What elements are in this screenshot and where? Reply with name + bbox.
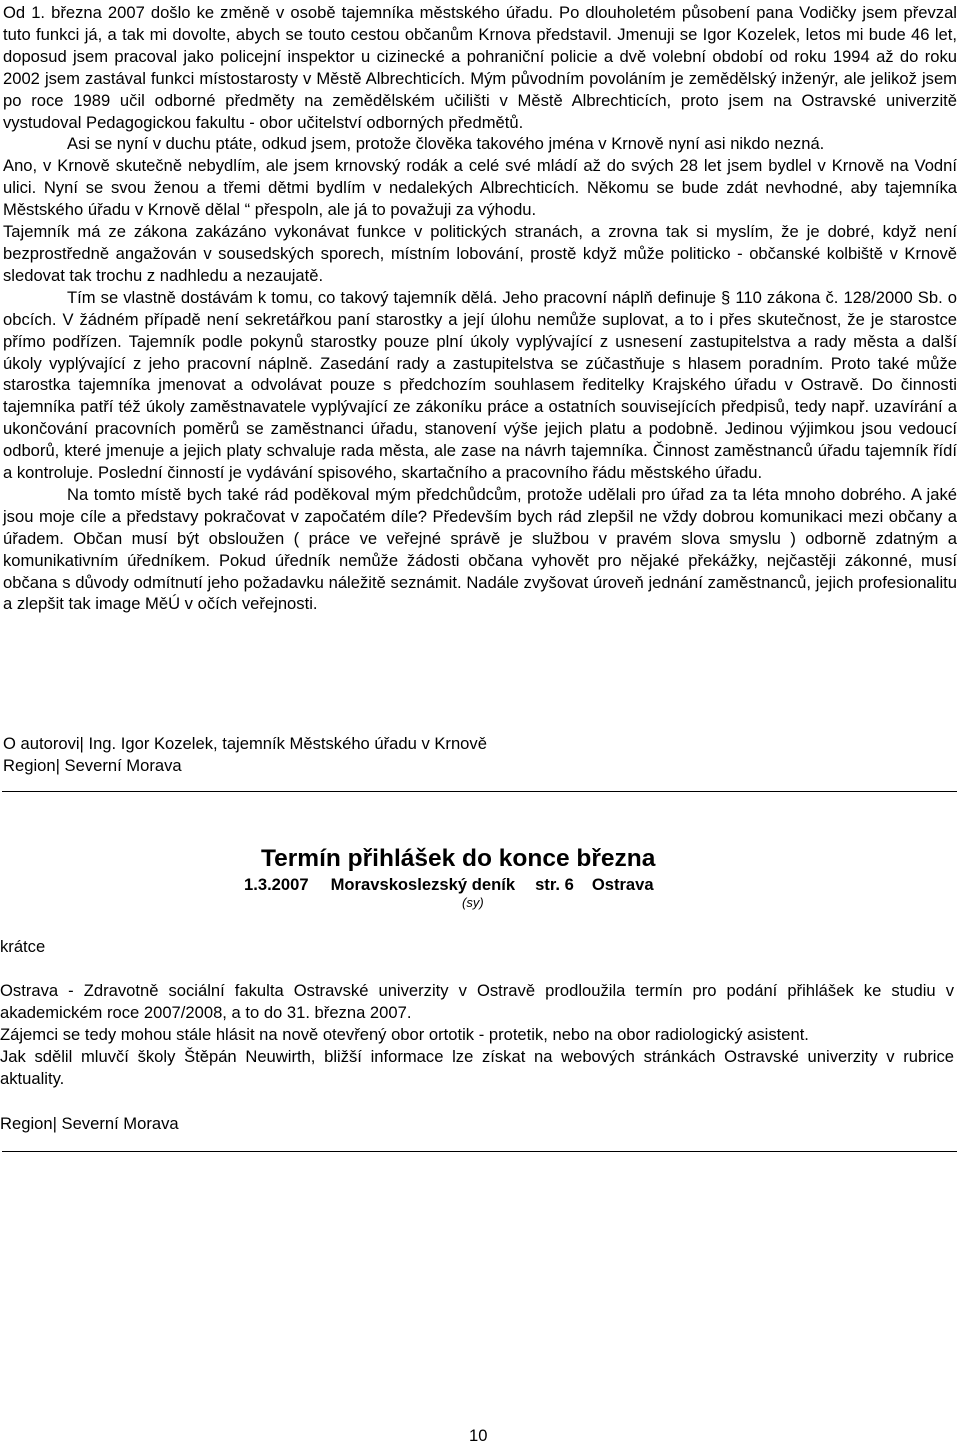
paragraph-residence: Ano, v Krnově skutečně nebydlím, ale jsem krnovský rodák a celé své mládí až do svých 28 let jsem bydlel v Krnově na Vodní ulici. Nyní se svou ženou a třemi dětmi bydlím v nedalekých Albrechticích. Někomu se bude zdát nevhodné, aby tajemníka Městského úřadu v Krnově dělal “ přespoln, ale já to považuji za výhodu. [3,156,957,220]
rubric-label: krátce [0,937,46,956]
paragraph-duties: Tím se vlastně dostávám k tomu, co takový tajemník dělá. Jeho pracovní náplň definuje § 110 zákona č. 128/2000 Sb. o obcích. V žádném případě není sekretářkou paní starostky a její úlohu nemůže suplovat, a to i přes skutečnost, že je starostce přímo podřízen. Tajemník podle pokynů starostky pouze plní úkoly vyplývající z usnesení zastupitelstva a rady města a další úkoly vyplývající z jeho pracovní náplně. Zasedání rady a zastupitelstva se zúčastňuje s hlasem poradním. Proto také může starostka tajemníka jmenovat a odvolávat pouze s předchozím souhlasem ředitelky Krajského úřadu v Ostravě. Do činnosti tajemníka patří též úkoly zaměstnavatele vyplývající ze zákoníku práce a ostatních souvisejících předpisů, tedy např. uzavírání a ukončování pracovních poměrů se zaměstnanci úřadu, stanovení výše jejich platu a podobně. Jedinou výjimkou jsou vedoucí odborů, které jmenuje a jejich platy schvaluje rada města, ale zase na návrh tajemníka. Činnost zaměstnanců úřadu tajemník řídí a kontroluje. Poslední činností je vydávání spisového, skartačního a pracovního řádu městského úřadu. [3,287,957,483]
source-newspaper: Moravskoslezský deník [330,875,516,894]
section-divider [2,791,957,792]
source-page: str. 6 [535,875,574,894]
author-block [3,733,957,777]
paragraph-information: Jak sdělil mluvčí školy Štěpán Neuwirth, bližší informace lze získat na webových stránkách Ostravské univerzity v rubrice aktuality. [0,1046,954,1088]
region-line-2: Region| Severní Morava [0,1114,179,1133]
page-number: 10 [469,1426,488,1445]
paragraph-origin-question: Asi se nyní v duchu ptáte, odkud jsem, protože člověka takového jména v Krnově nyní asi nikdo nezná. [67,134,825,154]
paragraph-goals: Na tomto místě bych také rád poděkoval mým předchůdcům, protože udělali pro úřad za ta léta mnoho dobrého. A jaké jsou moje cíle a představy pokračovat v započatém díle? Především bych rád zlepšil ne vždy dobrou komunikaci mezi občany a úřadem. Občan musí být obsloužen ( práce ve veřejné správě je službou v pravém slova smyslu ) odborně zdatným a komunikativním úředníkem. Pokud úředník nemůže žádosti občana vyhovět pro nějaké překážky, nejčastěji zákonné, musí občana s důvody odmítnutí jeho požadavku náležitě seznámit. Nadále zvyšovat úroveň jednání zaměstnanců, jejich profesionalitu a zlepšit tak image MěÚ v očích veřejnosti. [3,484,957,614]
region-line: Region| Severní Morava [3,755,182,775]
author-line: O autorovi| Ing. Igor Kozelek, tajemník Městského úřadu v Krnově [3,734,487,753]
byline: (sy) [462,895,484,910]
article-kozelek [3,2,957,615]
section-divider-2 [2,1151,957,1152]
source-section: Ostrava [591,875,654,894]
paragraph-programs: Zájemci se tedy mohou stále hlásit na nově otevřený obor ortotik - protetik, nebo na obor radiologický asistent. [0,1024,809,1044]
paragraph-political-neutrality: Tajemník má ze zákona zakázáno vykonávat funkce v politických stranách, a zrovna tak si myslím, že je dobré, když není bezprostředně angažován v sousedských sporech, místním lobování, prostě když může politicko - občanské kolbiště v Krnově sledovat tak trochu z nadhledu a nezaujatě. [3,222,957,285]
article-ostrava [0,980,954,1090]
paragraph-deadline: Ostrava - Zdravotně sociální fakulta Ostravské univerzity v Ostravě prodloužila termín pro podání přihlášek ke studiu v akademickém roce 2007/2008, a to do 31. března 2007. [0,981,954,1022]
article-headline: Termín přihlášek do konce března [261,845,656,872]
source-date: 1.3.2007 [244,875,309,894]
paragraph-intro: Od 1. března 2007 došlo ke změně v osobě tajemníka městského úřadu. Po dlouholetém působení pana Vodičky jsem převzal tuto funkci já, a tak mi dovolte, abych se touto cestou občanům Krnova představil. Jmenuji se Igor Kozelek, letos mi bude 46 let, doposud jsem pracoval jako policejní inspektor u cizinecké a pohraniční policie a dvě volební období od roku 1994 až do roku 2002 jsem zastával funkci místostarosty v Městě Albrechticích. Mým původním povoláním je zemědělský inženýr, ale jelikož jsem po roce 1989 učil odborné předměty na zemědělském učilišti v Městě Albrechticích, proto jsem na Ostravské univerzitě vystudoval Pedagogickou fakultu - obor učitelství odborných předmětů. [3,3,957,132]
source-line [244,874,654,896]
